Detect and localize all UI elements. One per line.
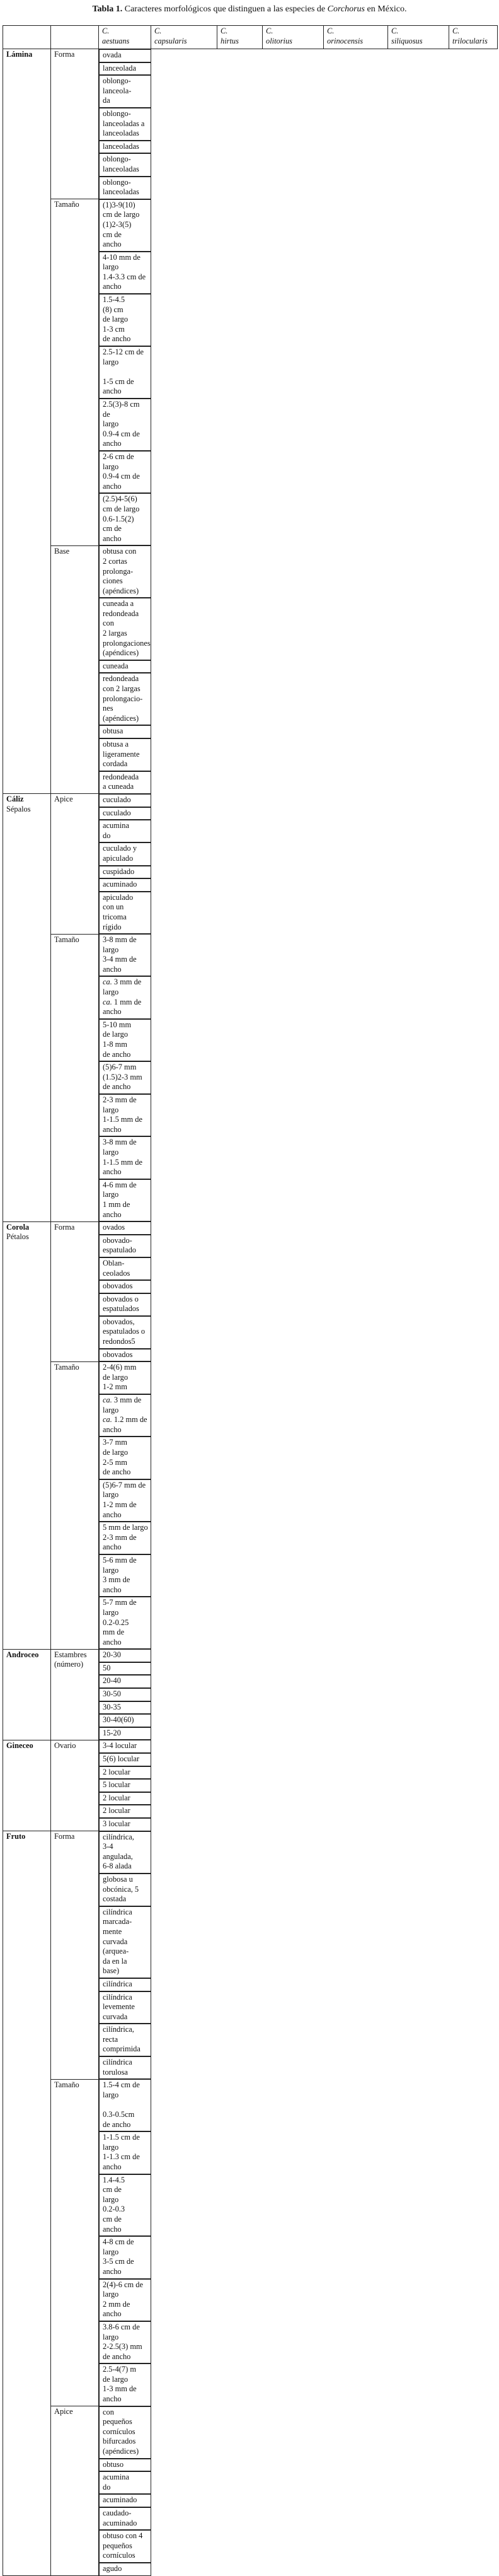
table-cell: oblongo- lanceoladas xyxy=(99,153,151,176)
character-label: Ovario xyxy=(51,1740,99,1831)
table-cell: (2.5)4-5(6) cm de largo 0.6-1.5(2) cm de ancho xyxy=(99,493,151,545)
table-cell: cilíndrica marcada- mente curvada (arquea- da en la base) xyxy=(99,1906,151,1978)
table-row xyxy=(3,1740,498,1831)
table-cell: 5 locular xyxy=(99,1779,151,1792)
table-cell: acumina do xyxy=(99,2471,151,2494)
table-cell: 1.5-4.5 (8) cm de largo 1-3 cm de ancho xyxy=(99,294,151,346)
table-cell: 2(4)-6 cm de largo 2 mm de ancho xyxy=(99,2279,151,2321)
table-row xyxy=(3,2079,498,2406)
character-label: Forma xyxy=(51,49,99,199)
table-caption xyxy=(0,4,499,15)
table-cell: acuminado xyxy=(99,2494,151,2507)
table-cell: ca. 3 mm de largo ca. 1 mm de ancho xyxy=(99,976,151,1018)
table-cell: 2.5-12 cm de largo 1-5 cm de ancho xyxy=(99,346,151,399)
table-cell: 2-3 mm de largo 1-1.5 mm de ancho xyxy=(99,1094,151,1136)
table-cell: agudo xyxy=(99,2563,151,2576)
table-cell: 50 xyxy=(99,1662,151,1676)
character-label: Tamaño xyxy=(51,1361,99,1649)
table-cell: 5-10 mm de largo 1-8 mm de ancho xyxy=(99,1019,151,1061)
table-cell: cilíndrica torulosa xyxy=(99,2056,151,2079)
table-cell: 3 locular xyxy=(99,1818,151,1831)
table-cell: 5-6 mm de largo 3 mm de ancho xyxy=(99,1554,151,1597)
morphology-table xyxy=(3,25,498,2576)
table-cell: 30-40(60) xyxy=(99,1714,151,1727)
group-label: Corola Pétalos xyxy=(3,1221,51,1649)
table-cell: 5 mm de largo 2-3 mm de ancho xyxy=(99,1522,151,1554)
table-cell: cuneada a redondeada con 2 largas prolongaciones (apéndices) xyxy=(99,598,151,660)
table-cell: obovado- espatulado xyxy=(99,1235,151,1257)
table-cell: 4-6 mm de largo 1 mm de ancho xyxy=(99,1179,151,1221)
table-cell: cuculado y apiculado xyxy=(99,842,151,865)
table-row xyxy=(3,934,498,1221)
table-row xyxy=(3,1831,498,2080)
species-header: C. capsularis xyxy=(151,26,217,49)
table-cell: 3-4 locular xyxy=(99,1740,151,1753)
group-label: Androceo xyxy=(3,1649,51,1740)
character-label: Forma xyxy=(51,1831,99,2080)
table-cell: 15-20 xyxy=(99,1727,151,1740)
table-cell: redondeada a cuneada xyxy=(99,771,151,794)
table-cell: 2-6 cm de largo 0.9-4 cm de ancho xyxy=(99,451,151,493)
character-label: Apice xyxy=(51,794,99,934)
caption-label: Tabla 1. xyxy=(92,4,123,14)
caption-text-end: en México. xyxy=(367,4,407,14)
table-cell: cilíndrica levemente curvada xyxy=(99,1991,151,2024)
table-cell: 20-30 xyxy=(99,1649,151,1662)
table-cell: 4-8 cm de largo 3-5 cm de ancho xyxy=(99,2236,151,2278)
table-cell: oblongo- lanceoladas xyxy=(99,177,151,199)
table-cell: cilíndrica xyxy=(99,1978,151,1991)
table-cell: acumina do xyxy=(99,820,151,842)
table-cell: cilíndrica, 3-4 angulada, 6-8 alada xyxy=(99,1831,151,1874)
table-cell: cuculado xyxy=(99,807,151,820)
table-cell: lanceolada xyxy=(99,62,151,76)
table-cell: oblongo- lanceoladas a lanceoladas xyxy=(99,108,151,141)
table-row xyxy=(3,545,498,794)
character-label: Tamaño xyxy=(51,2079,99,2406)
table-cell: 1-1.5 cm de largo 1-1.3 cm de ancho xyxy=(99,2131,151,2174)
table-cell: con pequeños cornículos bifurcados (apéndices) xyxy=(99,2406,151,2459)
table-cell: (5)6-7 mm (1.5)2-3 mm de ancho xyxy=(99,1061,151,1094)
caption-genus: Corchorus xyxy=(327,4,365,14)
table-cell: 2-4(6) mm de largo 1-2 mm xyxy=(99,1361,151,1394)
table-cell: cilíndrica, recta comprimida xyxy=(99,2024,151,2056)
table-cell: ovados xyxy=(99,1221,151,1235)
table-cell: apiculado con un tricoma rígido xyxy=(99,892,151,934)
header-empty-group xyxy=(3,26,51,49)
table-cell: 4-10 mm de largo 1.4-3.3 cm de ancho xyxy=(99,252,151,294)
table-cell: 3-7 mm de largo 2-5 mm de ancho xyxy=(99,1437,151,1479)
table-row xyxy=(3,1221,498,1361)
table-cell: acuminado xyxy=(99,878,151,892)
character-label: Base xyxy=(51,545,99,794)
table-cell: (1)3-9(10) cm de largo (1)2-3(5) cm de ancho xyxy=(99,199,151,252)
character-label: Apice xyxy=(51,2406,99,2576)
species-header: C. siliquosus xyxy=(388,26,449,49)
table-cell: 20-40 xyxy=(99,1675,151,1688)
table-cell: obovados xyxy=(99,1349,151,1362)
table-cell: oblongo- lanceola- da xyxy=(99,75,151,108)
table-cell: 2.5(3)-8 cm de largo 0.9-4 cm de ancho xyxy=(99,399,151,451)
table-cell: 1.5-4 cm de largo 0.3-0.5cm de ancho xyxy=(99,2079,151,2131)
table-cell: 3-8 mm de largo 1-1.5 mm de ancho xyxy=(99,1136,151,1179)
table-cell: cuneada xyxy=(99,660,151,673)
table-cell: lanceoladas xyxy=(99,141,151,154)
table-cell: ca. 3 mm de largo ca. 1.2 mm de ancho xyxy=(99,1394,151,1437)
table-cell: 2 locular xyxy=(99,1792,151,1805)
table-cell: ovada xyxy=(99,49,151,62)
table-cell: redondeada con 2 largas prolongacio- nes (apéndices) xyxy=(99,673,151,725)
table-cell: obtuso xyxy=(99,2459,151,2472)
species-header: C. orinocensis xyxy=(324,26,388,49)
table-cell: 30-50 xyxy=(99,1688,151,1701)
table-row xyxy=(3,1649,498,1740)
table-cell: caudado- acuminado xyxy=(99,2507,151,2530)
table-cell: obovados, espatulados o redondos5 xyxy=(99,1316,151,1349)
table-cell: 5-7 mm de largo 0.2-0.25 mm de ancho xyxy=(99,1597,151,1649)
table-cell: 2.5-4(7) m de largo 1-3 mm de ancho xyxy=(99,2363,151,2406)
table-row xyxy=(3,49,498,199)
caption-text: Caracteres morfológicos que distinguen a las especies de xyxy=(124,4,326,14)
group-label: Fruto xyxy=(3,1831,51,2576)
table-cell: (5)6-7 mm de largo 1-2 mm de ancho xyxy=(99,1479,151,1522)
species-header: C. aestuans xyxy=(99,26,151,49)
table-cell: obtuso con 4 pequeños cornículos xyxy=(99,2530,151,2563)
species-header: C. olitorius xyxy=(263,26,324,49)
table-cell: 1.4-4.5 cm de largo 0.2-0.3 cm de ancho xyxy=(99,2174,151,2237)
group-label: Cáliz Sépalos xyxy=(3,794,51,1221)
table-row xyxy=(3,199,498,546)
character-label: Tamaño xyxy=(51,199,99,546)
table-cell: obtusa a ligeramente cordada xyxy=(99,738,151,771)
species-header: C. trilocularis xyxy=(449,26,498,49)
header-empty-character xyxy=(51,26,99,49)
table-cell: 5(6) locular xyxy=(99,1753,151,1766)
character-label: Forma xyxy=(51,1221,99,1361)
character-label: Estambres (número) xyxy=(51,1649,99,1740)
table-cell: obtusa con 2 cortas prolonga- ciones (apéndices) xyxy=(99,545,151,598)
table-cell: obtusa xyxy=(99,725,151,738)
table-row xyxy=(3,1361,498,1649)
character-label: Tamaño xyxy=(51,934,99,1221)
table-cell: globosa u obcónica, 5 costada xyxy=(99,1874,151,1906)
species-header: C. hirtus xyxy=(217,26,263,49)
table-cell: 3-8 mm de largo 3-4 mm de ancho xyxy=(99,934,151,976)
table-cell: 3.8-6 cm de largo 2-2.5(3) mm de ancho xyxy=(99,2321,151,2363)
table-cell: Oblan- ceolados xyxy=(99,1257,151,1280)
table-row xyxy=(3,2406,498,2576)
table-cell: obovados o espatulados xyxy=(99,1293,151,1316)
species-header-row xyxy=(3,26,498,49)
table-cell: cuculado xyxy=(99,794,151,807)
table-row xyxy=(3,794,498,934)
table-cell: obovados xyxy=(99,1280,151,1293)
group-label: Lámina xyxy=(3,49,51,794)
table-cell: 2 locular xyxy=(99,1766,151,1780)
table-cell: 30-35 xyxy=(99,1701,151,1715)
table-cell: 2 locular xyxy=(99,1805,151,1818)
table-cell: cuspidado xyxy=(99,866,151,879)
group-label: Gineceo xyxy=(3,1740,51,1831)
